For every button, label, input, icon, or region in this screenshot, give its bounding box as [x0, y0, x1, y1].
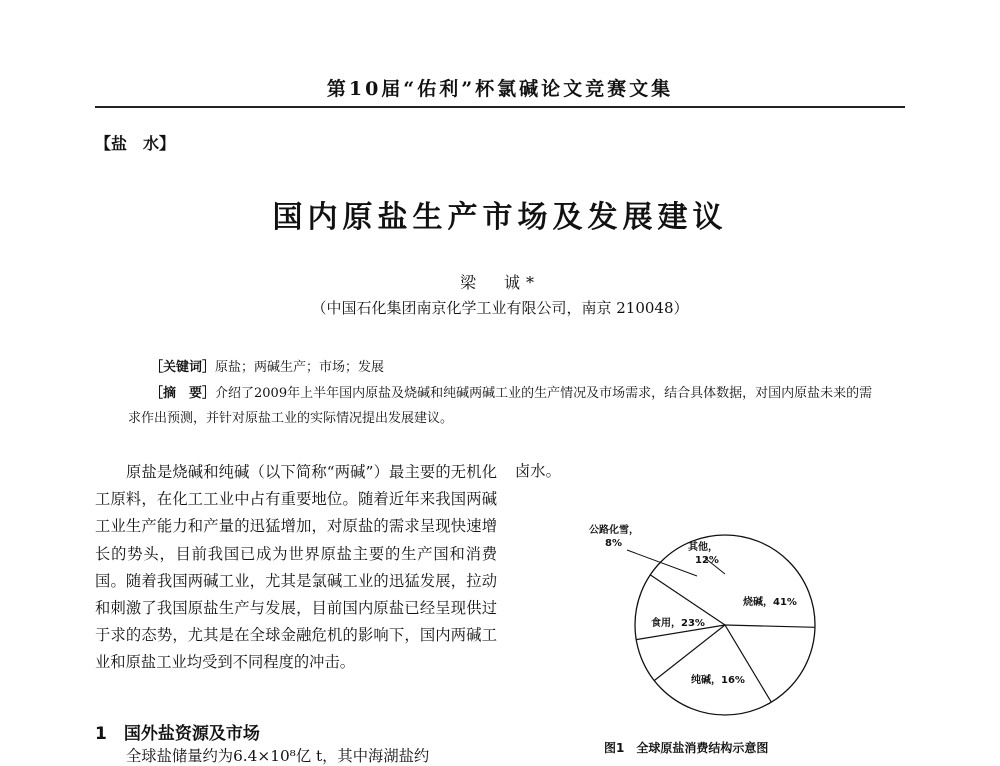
affiliation: （中国石化集团南京化学工业有限公司，南京 210048）: [311, 299, 689, 317]
intro-paragraph: 原盐是烧碱和纯碱（以下简称“两碱”）最主要的无机化工原料，在化工工业中占有重要地位。随着近年来我国两碱工业生产能力和产量的迅猛增加，对原盐的需求呈现快速增长的势头，目前我国已成为世界原盐主要的生产国和消费国。随着我国两碱工业，尤其是氯碱工业的迅猛发展，拉动和刺激了我国原盐生产与发展，目前国内原盐已经呈现供过于求的态势，尤其是在全球金融危机的影响下，国内两碱工业和原盐工业均受到不同程度的冲击。: [95, 463, 497, 672]
section-1-partial-line: 全球盐储量约为6.4×10⁸亿 t，其中海湖盐约: [126, 747, 430, 765]
section-tag: 【盐 水】: [95, 134, 176, 153]
pie-label-other-name: 其他，: [688, 542, 718, 553]
pie-label-soda-ash: 纯碱，16%: [691, 675, 745, 686]
section-1-heading: 1 国外盐资源及市场: [95, 724, 260, 744]
pie-slice-boundary-公路化雪: [654, 625, 725, 681]
right-column-fragment: 卤水。: [515, 462, 561, 480]
abstract-text: 介绍了2009年上半年国内原盐及烧碱和纯碱两碱工业的生产情况及市场需求，结合具体数据，对国内原盐未来的需求作出预测，并针对原盐工业的实际情况提出发展建议。: [128, 386, 873, 426]
paper-title: 国内原盐生产市场及发展建议: [272, 200, 728, 235]
author: 梁 诚*: [459, 273, 540, 292]
abstract-label: ［摘 要］: [150, 386, 216, 401]
pie-slice-boundary-食用: [725, 625, 771, 702]
abstract: [128, 381, 878, 431]
pie-label-other-pct: 12%: [695, 555, 719, 566]
pie-label-caustic-soda: 烧碱，41%: [743, 597, 797, 608]
pie-chart: [585, 510, 845, 735]
pie-leader-line-1: [627, 550, 697, 576]
pie-slice-boundary-纯碱: [725, 625, 815, 627]
running-head: 第10届“佑利”杯氯碱论文竞赛文集: [326, 78, 674, 100]
pie-label-edible: 食用，23%: [651, 618, 705, 629]
keywords-text: 原盐；两碱生产；市场；发展: [215, 360, 385, 375]
keywords-label: ［关键词］: [150, 360, 216, 375]
pie-label-road-deicing-pct: 8%: [605, 538, 622, 549]
pie-label-road-deicing-name: 公路化雪，: [589, 525, 639, 536]
keywords: [150, 356, 384, 375]
figure-caption: 图1 全球原盐消费结构示意图: [604, 741, 769, 755]
header-rule: [95, 106, 905, 108]
